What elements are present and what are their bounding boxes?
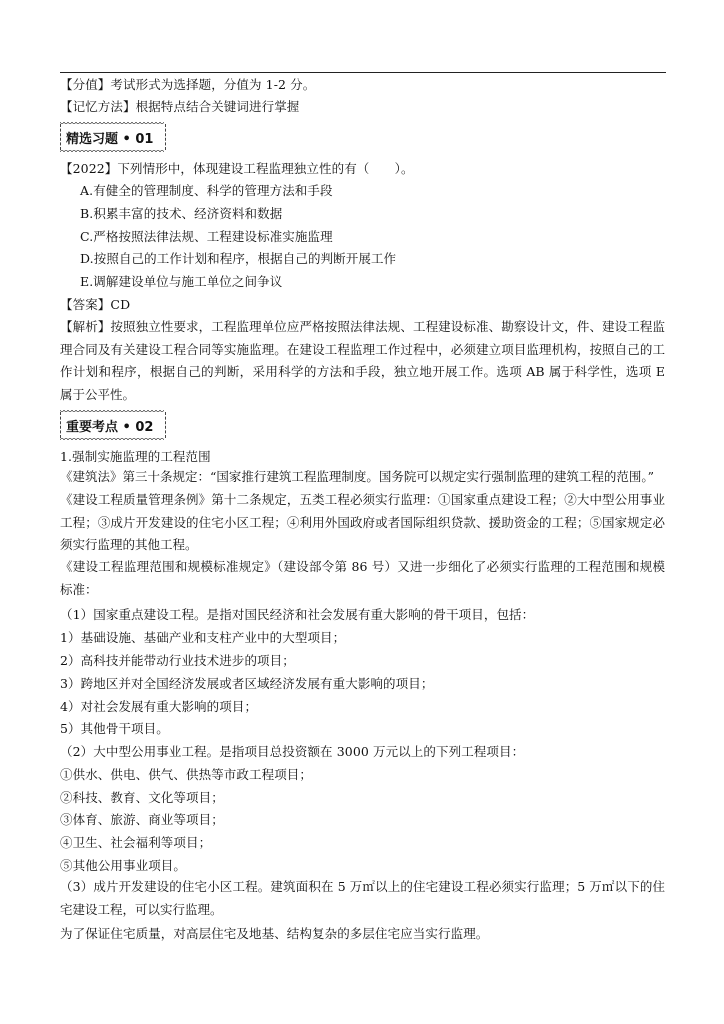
paragraph-scope-standard: 《建设工程监理范围和规模标准规定》（建设部令第 86 号）又进一步细化了必须实行监理的工程范围和规模标准： [60,559,665,597]
item2-title: （2）大中型公用事业工程。是指项目总投资额在 3000 万元以上的下列工程项目： [60,744,525,759]
item1-list-item: 5）其他骨干项目。 [60,721,169,736]
option-a: A.有健全的管理制度、科学的管理方法和手段 [80,183,333,198]
item2-list-item: ②科技、教育、文化等项目； [60,790,224,805]
item3-note: 为了保证住宅质量，对高层住宅及地基、结构复杂的多层住宅应当实行监理。 [60,926,489,941]
item2-list-item: ③体育、旅游、商业等项目； [60,812,224,827]
item1-title: （1）国家重点建设工程。是指对国民经济和社会发展有重大影响的骨干项目，包括： [60,607,535,622]
item1-list-item: 3）跨地区并对全国经济发展或者区域经济发展有重大影响的项目； [60,676,434,691]
option-e: E.调解建设单位与施工单位之间争议 [80,274,283,289]
header-rule [60,72,666,73]
option-c: C.严格按照法律法规、工程建设标准实施监理 [80,229,333,244]
answer-line: 【答案】CD [60,297,131,312]
section-title-practice [60,124,164,150]
section-title-key-point [60,412,164,438]
item1-list-item: 1）基础设施、基础产业和支柱产业中的大型项目； [60,630,346,645]
subheading: 1.强制实施监理的工程范围 [60,449,211,464]
question-stem: 【2022】下列情形中，体现建设工程监理独立性的有（ ）。 [60,161,414,176]
section-title-key-point-text: 重要考点 • 02 [66,419,154,435]
item2-list-item: ⑤其他公用事业项目。 [60,858,187,873]
item3-paragraph: （3）成片开发建设的住宅小区工程。建筑面积在 5 万㎡以上的住宅建设工程必须实行监理；5 万㎡以下的住宅建设工程，可以实行监理。 [60,879,665,917]
item2-list-item: ①供水、供电、供气、供热等市政工程项目； [60,767,313,782]
item1-list-item: 2）高科技并能带动行业技术进步的项目； [60,653,295,668]
option-d: D.按照自己的工作计划和程序，根据自己的判断开展工作 [80,251,397,266]
section-title-practice-text: 精选习题 • 01 [66,131,154,147]
paragraph-building-law: 《建筑法》第三十条规定：“国家推行建筑工程监理制度。国务院可以规定实行强制监理的建筑工程的范围。” [60,469,655,484]
memory-method-line: 【记忆方法】根据特点结合关键词进行掌握 [60,99,300,114]
paragraph-quality-regulation: 《建设工程质量管理条例》第十二条规定，五类工程必须实行监理：①国家重点建设工程；②大中型公用事业工程；③成片开发建设的住宅小区工程；④利用外国政府或者国际组织贷款、援助资金的工程；⑤国家规定必须实行监理的其他工程。 [60,492,665,552]
analysis-paragraph: 【解析】按照独立性要求，工程监理单位应严格按照法律法规、工程建设标准、勘察设计文，件、建设工程监理合同及有关建设工程合同等实施监理。在建设工程监理工作过程中，必须建立项目监理机构，按照自己的工作计划和程序，根据自己的判断，采用科学的方法和手段，独立地开展工作。选项 AB 属于科学性，选项 E 属于公平性。 [60,319,665,402]
score-line: 【分值】考试形式为选择题，分值为 1-2 分。 [60,77,316,92]
item1-list-item: 4）对社会发展有重大影响的项目； [60,699,258,714]
option-b: B.积累丰富的技术、经济资料和数据 [80,206,283,221]
item2-list-item: ④卫生、社会福利等项目； [60,835,212,850]
